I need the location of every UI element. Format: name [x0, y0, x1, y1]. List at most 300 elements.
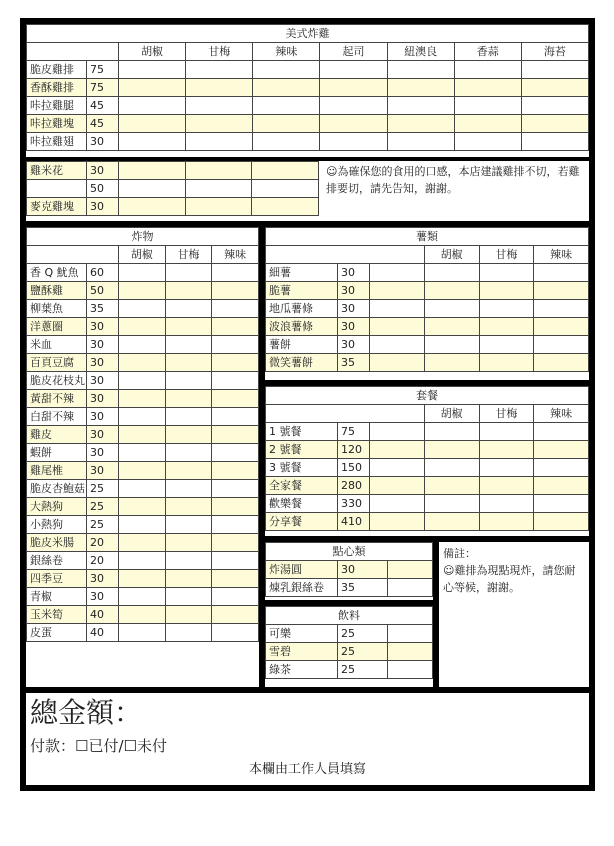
item-price: 25 [87, 480, 119, 498]
quantity-cell[interactable] [454, 97, 521, 115]
item-price: 30 [338, 561, 388, 579]
quantity-cell[interactable] [479, 354, 534, 372]
item-name: 炸湯圓 [266, 561, 338, 579]
quantity-cell[interactable] [119, 61, 186, 79]
quantity-cell[interactable] [320, 79, 387, 97]
menu-item-row [27, 462, 259, 480]
item-name: 全家餐 [266, 477, 338, 495]
quantity-cell[interactable] [253, 61, 320, 79]
quantity-cell[interactable] [534, 264, 589, 282]
item-name: 黃甜不辣 [27, 390, 87, 408]
quantity-cell[interactable] [479, 495, 534, 513]
quantity-cell[interactable] [185, 162, 252, 180]
quantity-cell[interactable] [479, 264, 534, 282]
quantity-cell[interactable] [212, 570, 259, 588]
quantity-cell[interactable] [165, 534, 212, 552]
menu-item-row [266, 354, 589, 372]
quantity-cell[interactable] [424, 495, 479, 513]
flavor-header-row [27, 246, 259, 264]
item-price: 30 [87, 336, 119, 354]
snacks-title: 點心類 [266, 543, 433, 561]
menu-item-row [27, 570, 259, 588]
quantity-cell[interactable] [387, 79, 454, 97]
item-name: 銀絲卷 [27, 552, 87, 570]
item-price: 75 [87, 61, 119, 79]
quantity-cell[interactable] [479, 423, 534, 441]
footer-section [26, 693, 589, 785]
quantity-cell[interactable] [165, 444, 212, 462]
quantity-cell[interactable] [424, 513, 479, 531]
flavor-header-2: 辣味 [534, 246, 589, 264]
item-name: 歡樂餐 [266, 495, 338, 513]
quantity-cell[interactable] [212, 480, 259, 498]
quantity-cell[interactable] [165, 300, 212, 318]
quantity-cell[interactable] [479, 477, 534, 495]
fried-chicken-section [26, 24, 589, 157]
menu-item-row [27, 97, 589, 115]
menu-item-row [266, 579, 433, 597]
item-price: 150 [338, 459, 370, 477]
quantity-cell[interactable] [370, 459, 425, 477]
item-name: 麥克雞塊 [27, 198, 87, 216]
flavor-header-0: 胡椒 [424, 405, 479, 423]
quantity-cell[interactable] [212, 588, 259, 606]
quantity-cell[interactable] [521, 115, 588, 133]
item-price: 40 [87, 624, 119, 642]
quantity-cell[interactable] [370, 336, 425, 354]
quantity-cell[interactable] [454, 79, 521, 97]
quantity-cell[interactable] [479, 318, 534, 336]
item-name [27, 180, 87, 198]
quantity-cell[interactable] [119, 336, 166, 354]
item-price: 410 [338, 513, 370, 531]
item-name: 2 號餐 [266, 441, 338, 459]
quantity-cell[interactable] [387, 133, 454, 151]
item-price: 50 [87, 282, 119, 300]
item-name: 波浪薯條 [266, 318, 338, 336]
item-price: 30 [338, 264, 370, 282]
item-price: 35 [338, 354, 370, 372]
item-name: 微笑薯餅 [266, 354, 338, 372]
flavor-header-1: 甘梅 [186, 43, 253, 61]
menu-item-row [266, 459, 589, 477]
item-price: 30 [338, 300, 370, 318]
quantity-cell[interactable] [119, 624, 166, 642]
quantity-cell[interactable] [186, 133, 253, 151]
quantity-cell[interactable] [165, 516, 212, 534]
quantity-cell[interactable] [370, 282, 425, 300]
quantity-cell[interactable] [521, 61, 588, 79]
item-price: 30 [87, 444, 119, 462]
item-name: 四季豆 [27, 570, 87, 588]
item-price: 20 [87, 534, 119, 552]
payment-status-label: 付款：☐已付/☐未付 [30, 737, 167, 755]
quantity-cell[interactable] [388, 625, 433, 643]
item-price: 50 [87, 180, 119, 198]
quantity-cell[interactable] [165, 264, 212, 282]
quantity-cell[interactable] [119, 444, 166, 462]
quantity-cell[interactable] [212, 624, 259, 642]
quantity-cell[interactable] [424, 354, 479, 372]
quantity-cell[interactable] [252, 198, 319, 216]
quantity-cell[interactable] [165, 570, 212, 588]
menu-item-row [266, 495, 589, 513]
quantity-cell[interactable] [119, 498, 166, 516]
quantity-cell[interactable] [534, 318, 589, 336]
quantity-cell[interactable] [424, 318, 479, 336]
quantity-cell[interactable] [534, 477, 589, 495]
flavor-header-2: 辣味 [534, 405, 589, 423]
quantity-cell[interactable] [165, 606, 212, 624]
item-price: 30 [87, 372, 119, 390]
quantity-cell[interactable] [370, 423, 425, 441]
menu-item-row [266, 441, 589, 459]
quantity-cell[interactable] [534, 300, 589, 318]
fries-title: 薯類 [266, 228, 589, 246]
item-name: 白甜不辣 [27, 408, 87, 426]
quantity-cell[interactable] [424, 459, 479, 477]
quantity-cell[interactable] [119, 180, 186, 198]
menu-item-row [266, 423, 589, 441]
menu-item-row [27, 552, 259, 570]
item-name: 煉乳銀絲卷 [266, 579, 338, 597]
menu-item-row [266, 477, 589, 495]
quantity-cell[interactable] [534, 441, 589, 459]
quantity-cell[interactable] [186, 61, 253, 79]
flavor-header-1: 甘梅 [165, 246, 212, 264]
flavor-header-5: 香蒜 [454, 43, 521, 61]
flavor-header-1: 甘梅 [479, 405, 534, 423]
quantity-cell[interactable] [119, 408, 166, 426]
menu-item-row [27, 588, 259, 606]
item-price: 30 [338, 282, 370, 300]
flavor-header-row [266, 246, 589, 264]
quantity-cell[interactable] [388, 579, 433, 597]
menu-item-row [27, 180, 319, 198]
quantity-cell[interactable] [165, 282, 212, 300]
snacks-table [265, 542, 433, 597]
quantity-cell[interactable] [212, 516, 259, 534]
item-name: 1 號餐 [266, 423, 338, 441]
quantity-cell[interactable] [212, 408, 259, 426]
quantity-cell[interactable] [534, 513, 589, 531]
quantity-cell[interactable] [370, 318, 425, 336]
menu-item-row [27, 516, 259, 534]
menu-item-row [27, 336, 259, 354]
quantity-cell[interactable] [212, 282, 259, 300]
item-price: 20 [87, 552, 119, 570]
menu-item-row [266, 318, 589, 336]
quantity-cell[interactable] [119, 133, 186, 151]
item-name: 雞米花 [27, 162, 87, 180]
quantity-cell[interactable] [119, 480, 166, 498]
quantity-cell[interactable] [320, 115, 387, 133]
quantity-cell[interactable] [212, 444, 259, 462]
menu-item-row [266, 264, 589, 282]
quantity-cell[interactable] [165, 408, 212, 426]
item-price: 30 [87, 588, 119, 606]
drinks-table [265, 606, 433, 679]
item-price: 25 [87, 516, 119, 534]
quantity-cell[interactable] [165, 372, 212, 390]
quantity-cell[interactable] [212, 300, 259, 318]
quantity-cell[interactable] [253, 97, 320, 115]
quantity-cell[interactable] [479, 336, 534, 354]
quantity-cell[interactable] [320, 133, 387, 151]
quantity-cell[interactable] [454, 61, 521, 79]
quantity-cell[interactable] [388, 643, 433, 661]
quantity-cell[interactable] [479, 513, 534, 531]
item-name: 咔拉雞塊 [27, 115, 87, 133]
quantity-cell[interactable] [119, 606, 166, 624]
item-price: 25 [87, 498, 119, 516]
quantity-cell[interactable] [534, 423, 589, 441]
quantity-cell[interactable] [479, 459, 534, 477]
quantity-cell[interactable] [119, 97, 186, 115]
menu-item-row [27, 162, 319, 180]
quantity-cell[interactable] [454, 133, 521, 151]
quantity-cell[interactable] [119, 318, 166, 336]
quantity-cell[interactable] [165, 552, 212, 570]
quantity-cell[interactable] [370, 441, 425, 459]
menu-item-row [27, 61, 589, 79]
quantity-cell[interactable] [252, 180, 319, 198]
quantity-cell[interactable] [253, 115, 320, 133]
item-name: 3 號餐 [266, 459, 338, 477]
quantity-cell[interactable] [119, 426, 166, 444]
item-name: 米血 [27, 336, 87, 354]
quantity-cell[interactable] [165, 498, 212, 516]
quantity-cell[interactable] [479, 282, 534, 300]
menu-item-row [27, 79, 589, 97]
quantity-cell[interactable] [534, 354, 589, 372]
quantity-cell[interactable] [212, 426, 259, 444]
remarks-label: 備註： [443, 547, 476, 560]
quantity-cell[interactable] [370, 354, 425, 372]
quantity-cell[interactable] [454, 115, 521, 133]
flavor-header-0: 胡椒 [119, 246, 166, 264]
fried-title: 炸物 [27, 228, 259, 246]
quantity-cell[interactable] [320, 61, 387, 79]
item-name: 雞皮 [27, 426, 87, 444]
quantity-cell[interactable] [387, 115, 454, 133]
item-price: 25 [338, 661, 388, 679]
menu-item-row [27, 480, 259, 498]
item-name: 玉米筍 [27, 606, 87, 624]
quantity-cell[interactable] [119, 516, 166, 534]
total-amount-label: 總金額： [30, 696, 143, 729]
quantity-cell[interactable] [212, 534, 259, 552]
quantity-cell[interactable] [534, 282, 589, 300]
quantity-cell[interactable] [253, 79, 320, 97]
item-name: 咔拉雞腿 [27, 97, 87, 115]
quantity-cell[interactable] [370, 495, 425, 513]
quantity-cell[interactable] [424, 441, 479, 459]
menu-item-row [27, 498, 259, 516]
quantity-cell[interactable] [521, 79, 588, 97]
quantity-cell[interactable] [165, 336, 212, 354]
menu-item-row [27, 372, 259, 390]
item-name: 小熱狗 [27, 516, 87, 534]
item-name: 脆皮雞排 [27, 61, 87, 79]
staff-fill-note: 本欄由工作人員填寫 [248, 762, 366, 777]
quantity-cell[interactable] [424, 300, 479, 318]
quantity-cell[interactable] [186, 115, 253, 133]
item-price: 30 [87, 426, 119, 444]
quantity-cell[interactable] [212, 462, 259, 480]
menu-item-row [27, 282, 259, 300]
quantity-cell[interactable] [119, 300, 166, 318]
nuggets-section [26, 161, 589, 221]
quantity-cell[interactable] [119, 462, 166, 480]
quantity-cell[interactable] [119, 198, 186, 216]
item-price: 30 [87, 408, 119, 426]
item-price: 25 [338, 643, 388, 661]
item-name: 咔拉雞翅 [27, 133, 87, 151]
quantity-cell[interactable] [387, 61, 454, 79]
quantity-cell[interactable] [388, 561, 433, 579]
flavor-header-row [27, 43, 589, 61]
quantity-cell[interactable] [479, 300, 534, 318]
quantity-cell[interactable] [212, 318, 259, 336]
quantity-cell[interactable] [165, 426, 212, 444]
item-price: 35 [87, 300, 119, 318]
header-blank-cell [266, 405, 425, 423]
quantity-cell[interactable] [370, 264, 425, 282]
item-name: 薯餅 [266, 336, 338, 354]
quantity-cell[interactable] [185, 180, 252, 198]
item-name: 脆皮米腸 [27, 534, 87, 552]
quantity-cell[interactable] [119, 264, 166, 282]
quantity-cell[interactable] [165, 480, 212, 498]
sets-section [265, 386, 589, 536]
quantity-cell[interactable] [387, 97, 454, 115]
nuggets-table [26, 161, 319, 216]
quantity-cell[interactable] [212, 336, 259, 354]
flavor-header-row [266, 405, 589, 423]
quantity-cell[interactable] [165, 462, 212, 480]
quantity-cell[interactable] [320, 97, 387, 115]
quantity-cell[interactable] [212, 498, 259, 516]
menu-item-row [27, 264, 259, 282]
quantity-cell[interactable] [119, 552, 166, 570]
quantity-cell[interactable] [119, 79, 186, 97]
item-name: 蝦餅 [27, 444, 87, 462]
quantity-cell[interactable] [424, 282, 479, 300]
item-price: 45 [87, 97, 119, 115]
menu-item-row [27, 354, 259, 372]
item-name: 香 Q 魷魚 [27, 264, 87, 282]
quantity-cell[interactable] [186, 79, 253, 97]
quantity-cell[interactable] [119, 390, 166, 408]
item-name: 脆薯 [266, 282, 338, 300]
menu-item-row [27, 606, 259, 624]
item-price: 30 [87, 390, 119, 408]
quantity-cell[interactable] [534, 495, 589, 513]
quantity-cell[interactable] [388, 661, 433, 679]
quantity-cell[interactable] [119, 372, 166, 390]
quantity-cell[interactable] [424, 477, 479, 495]
quantity-cell[interactable] [424, 264, 479, 282]
quantity-cell[interactable] [119, 570, 166, 588]
item-price: 30 [87, 570, 119, 588]
quantity-cell[interactable] [521, 133, 588, 151]
quantity-cell[interactable] [212, 372, 259, 390]
quantity-cell[interactable] [534, 336, 589, 354]
quantity-cell[interactable] [253, 133, 320, 151]
quantity-cell[interactable] [212, 354, 259, 372]
item-price: 30 [87, 133, 119, 151]
menu-item-row [27, 300, 259, 318]
header-blank-cell [27, 246, 119, 264]
quantity-cell[interactable] [165, 588, 212, 606]
flavor-header-2: 辣味 [253, 43, 320, 61]
quantity-cell[interactable] [186, 97, 253, 115]
item-name: 綠茶 [266, 661, 338, 679]
remarks-section [439, 542, 589, 687]
quantity-cell[interactable] [119, 162, 186, 180]
item-price: 280 [338, 477, 370, 495]
quantity-cell[interactable] [370, 513, 425, 531]
item-name: 分享餐 [266, 513, 338, 531]
header-blank-cell [27, 43, 119, 61]
quantity-cell[interactable] [119, 354, 166, 372]
item-name: 鹽酥雞 [27, 282, 87, 300]
quantity-cell[interactable] [370, 300, 425, 318]
flavor-header-0: 胡椒 [119, 43, 186, 61]
quantity-cell[interactable] [119, 588, 166, 606]
item-name: 脆皮杏鮑菇 [27, 480, 87, 498]
item-price: 330 [338, 495, 370, 513]
item-price: 30 [338, 336, 370, 354]
item-price: 35 [338, 579, 388, 597]
quantity-cell[interactable] [185, 198, 252, 216]
quantity-cell[interactable] [165, 624, 212, 642]
item-name: 地瓜薯條 [266, 300, 338, 318]
menu-item-row [27, 624, 259, 642]
quantity-cell[interactable] [212, 390, 259, 408]
fried-chicken-table [26, 24, 589, 151]
quantity-cell[interactable] [424, 423, 479, 441]
quantity-cell[interactable] [212, 552, 259, 570]
quantity-cell[interactable] [119, 282, 166, 300]
quantity-cell[interactable] [119, 534, 166, 552]
quantity-cell[interactable] [212, 264, 259, 282]
quantity-cell[interactable] [212, 606, 259, 624]
menu-item-row [27, 426, 259, 444]
item-price: 30 [87, 354, 119, 372]
flavor-header-0: 胡椒 [424, 246, 479, 264]
drinks-title: 飲料 [266, 607, 433, 625]
quantity-cell[interactable] [165, 390, 212, 408]
item-price: 45 [87, 115, 119, 133]
quantity-cell[interactable] [534, 459, 589, 477]
quantity-cell[interactable] [479, 441, 534, 459]
flavor-header-2: 辣味 [212, 246, 259, 264]
quantity-cell[interactable] [165, 354, 212, 372]
quantity-cell[interactable] [165, 318, 212, 336]
item-price: 30 [87, 198, 119, 216]
quantity-cell[interactable] [424, 336, 479, 354]
flavor-header-1: 甘梅 [479, 246, 534, 264]
quantity-cell[interactable] [119, 115, 186, 133]
menu-item-row [27, 318, 259, 336]
quantity-cell[interactable] [370, 477, 425, 495]
drinks-section [265, 606, 433, 687]
quantity-cell[interactable] [252, 162, 319, 180]
menu-item-row [266, 561, 433, 579]
quantity-cell[interactable] [521, 97, 588, 115]
